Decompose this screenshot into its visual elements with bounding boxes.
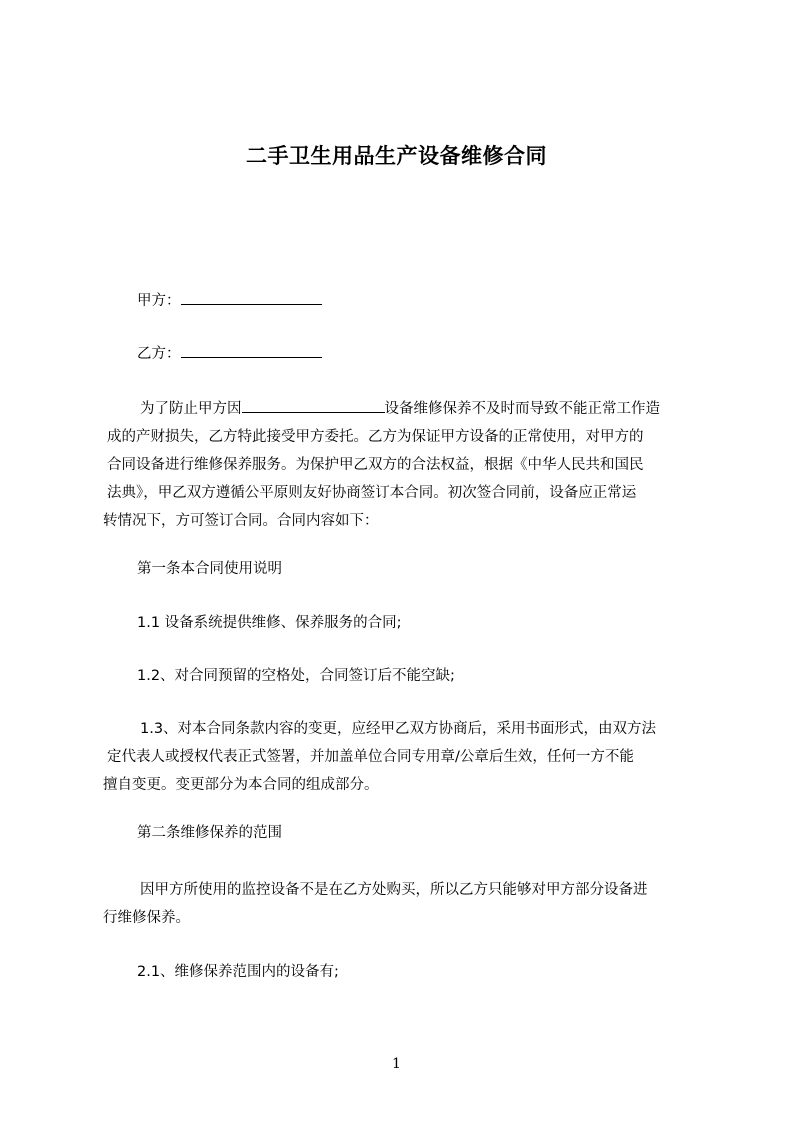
party-a-blank [181, 289, 322, 305]
article-1-heading: 第一条本合同使用说明 [137, 561, 282, 577]
intro-line-1-prefix: 为了防止甲方因 [140, 401, 242, 417]
party-b-label: 乙方： [137, 346, 181, 362]
intro-line-2: 成的产财损失，乙方特此接受甲方委托。乙方为保证甲方设备的正常使用，对甲方的 [107, 429, 644, 445]
clause-2-1: 2.1、维修保养范围内的设备有; [137, 964, 339, 980]
scope-line-1: 因甲方所使用的监控设备不是在乙方处购买，所以乙方只能够对甲方部分设备进 [140, 882, 648, 898]
article-2-heading: 第二条维修保养的范围 [137, 825, 282, 841]
party-a-line [137, 289, 322, 314]
intro-line-1-suffix: 设备维修保养不及时而导致不能正常工作造 [384, 401, 660, 417]
clause-1-3-line-1: 1.3、对本合同条款内容的变更，应经甲乙双方协商后，采用书面形式，由双方法 [140, 721, 657, 737]
clause-1-2: 1.2、对合同预留的空格处，合同签订后不能空缺; [137, 668, 455, 684]
party-a-label: 甲方： [137, 293, 181, 309]
intro-line-3: 合同设备进行维修保养服务。为保护甲乙双方的合法权益，根据《中华人民共和国民 [107, 457, 644, 473]
intro-line-5: 转情况下，方可签订合同。合同内容如下： [103, 513, 379, 529]
clause-1-3-line-3: 擅自变更。变更部分为本合同的组成部分。 [103, 777, 379, 793]
document-title: 二手卫生用品生产设备维修合同 [246, 144, 547, 168]
equipment-blank [242, 397, 385, 413]
intro-line-4: 法典》，甲乙双方遵循公平原则友好协商签订本合同。初次签合同前，设备应正常运 [107, 485, 637, 501]
clause-1-3-line-2: 定代表人或授权代表正式签署，并加盖单位合同专用章/公章后生效，任何一方不能 [107, 749, 634, 765]
clause-1-1: 1.1 设备系统提供维修、保养服务的合同; [137, 615, 402, 631]
intro-line-1 [140, 397, 660, 422]
page-number: 1 [392, 1056, 401, 1072]
party-b-blank [181, 342, 322, 358]
scope-line-2: 行维修保养。 [103, 910, 190, 926]
party-b-line [137, 342, 322, 367]
